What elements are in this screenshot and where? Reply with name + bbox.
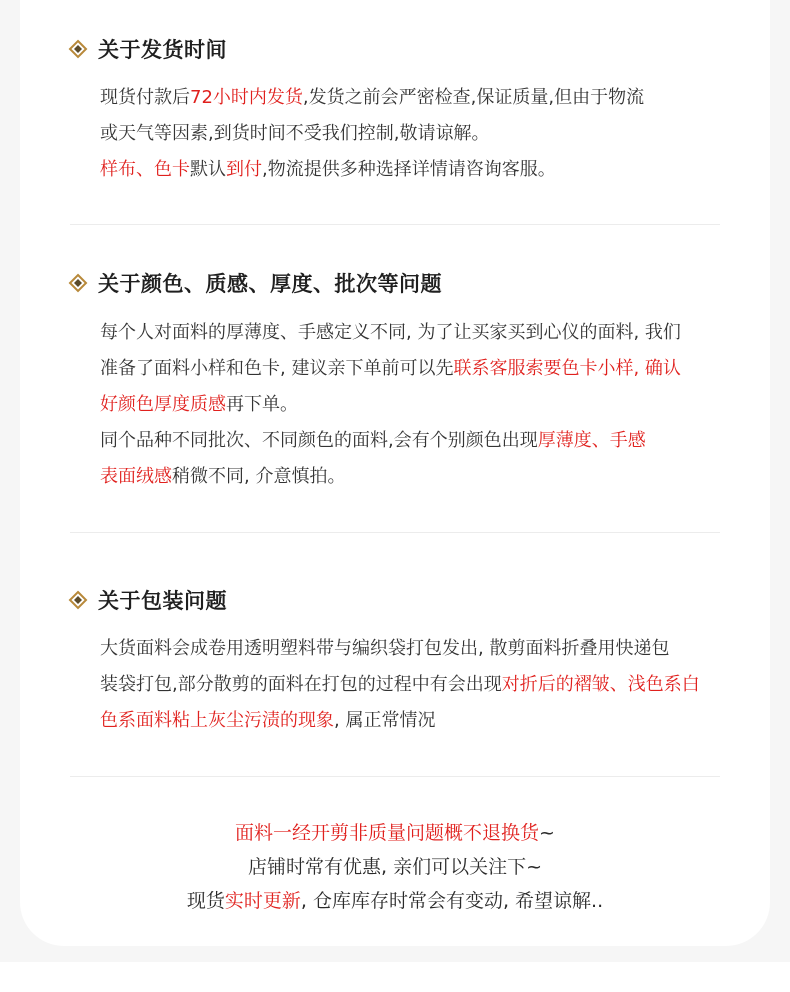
section-heading-shipping [68, 34, 227, 64]
highlight-run: 实时更新 [224, 890, 301, 912]
text-line [100, 703, 722, 739]
page-bottom-strip [0, 962, 790, 992]
highlight-run: 好颜色厚度质感 [100, 394, 226, 415]
text-run: 或天气等因素,到货时间不受我们控制,敬请谅解。 [100, 123, 490, 144]
text-line [100, 116, 722, 152]
diamond-bullet-icon [68, 590, 88, 610]
text-line [100, 315, 722, 351]
text-line [100, 351, 722, 387]
text-run: 现货 [186, 890, 225, 912]
section-body-shipping [100, 80, 722, 188]
diamond-bullet-icon [68, 273, 88, 293]
section-title: 关于发货时间 [98, 38, 227, 62]
section-divider [70, 224, 720, 225]
highlight-run: 72小时内发货 [190, 87, 303, 108]
highlight-run: 对折后的褶皱、浅色系白 [501, 674, 700, 695]
section-title: 关于包装问题 [98, 589, 227, 613]
highlight-run: 面料一经开剪非质量问题概不退换货 [235, 822, 540, 844]
text-line [100, 423, 722, 459]
diamond-bullet-icon [68, 39, 88, 59]
footer-line [0, 816, 790, 850]
text-run: 同个品种不同批次、不同颜色的面料,会有个别颜色出现 [100, 430, 538, 451]
text-line [100, 459, 722, 495]
text-run: 再下单。 [226, 394, 298, 415]
text-run: 装袋打包,部分散剪的面料在打包的过程中有会出现 [100, 674, 502, 695]
section-divider [70, 532, 720, 533]
text-run: 准备了面料小样和色卡, 建议亲下单前可以先 [100, 358, 454, 379]
section-body-color-quality [100, 315, 722, 495]
highlight-run: 到付 [226, 159, 262, 180]
text-line [100, 631, 722, 667]
highlight-run: 样布、色卡 [100, 159, 190, 180]
footer-line [0, 884, 790, 918]
highlight-run: 表面绒感 [100, 466, 172, 487]
section-body-packaging [100, 631, 722, 739]
text-line [100, 667, 722, 703]
footer-notice [0, 816, 790, 918]
text-line [100, 80, 722, 116]
text-run: 现货付款后 [100, 87, 190, 108]
text-run: 默认 [190, 159, 226, 180]
text-line [100, 152, 722, 188]
section-title: 关于颜色、质感、厚度、批次等问题 [98, 272, 442, 296]
text-line [100, 387, 722, 423]
highlight-run: 色系面料粘上灰尘污渍的现象 [100, 710, 334, 731]
section-heading-color-quality [68, 268, 442, 298]
text-run: , 属正常情况 [334, 710, 436, 731]
text-run: ~ [539, 822, 555, 844]
text-run: 店铺时常有优惠, 亲们可以关注下~ [248, 856, 542, 878]
text-run: 大货面料会成卷用透明塑料带与编织袋打包发出, 散剪面料折叠用快递包 [100, 638, 670, 659]
section-divider [70, 776, 720, 777]
text-run: ,物流提供多种选择详情请咨询客服。 [262, 159, 556, 180]
text-run: ,发货之前会严密检查,保证质量,但由于物流 [302, 87, 645, 108]
highlight-run: 厚薄度、手感 [537, 430, 646, 451]
text-run: 稍微不同, 介意慎拍。 [172, 466, 346, 487]
text-run: 每个人对面料的厚薄度、手感定义不同, 为了让买家买到心仪的面料, 我们 [100, 322, 681, 343]
section-heading-packaging [68, 585, 227, 615]
highlight-run: 联系客服索要色卡小样, 确认 [453, 358, 681, 379]
text-run: , 仓库库存时常会有变动, 希望谅解.. [300, 890, 604, 912]
footer-line [0, 850, 790, 884]
